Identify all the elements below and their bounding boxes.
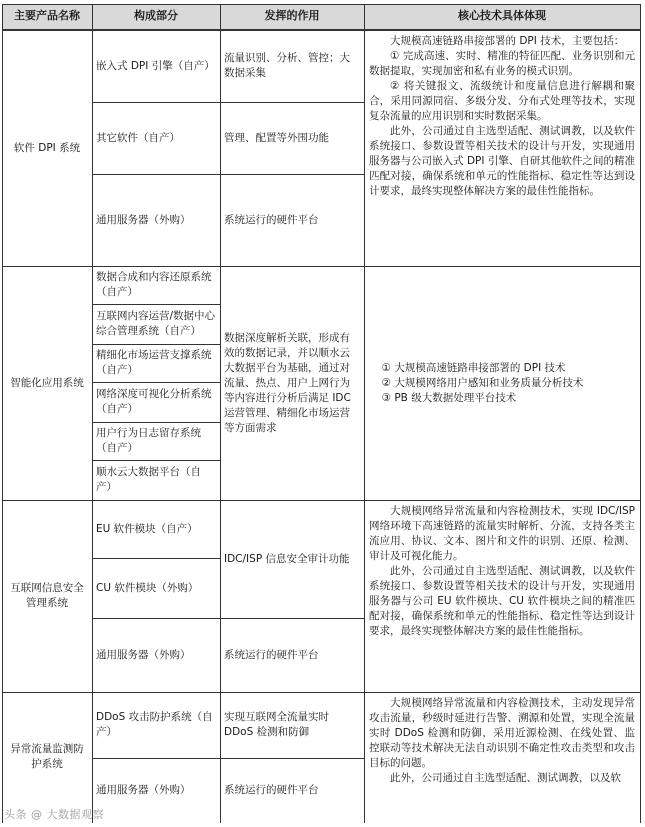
component-cell: [92, 382, 220, 422]
grid-line: [2, 266, 641, 267]
tech-cell: [364, 32, 640, 266]
header-product: 主要产品名称: [2, 4, 92, 29]
grid-line: [2, 4, 3, 823]
component-cell: [92, 558, 220, 618]
tech-paragraph: ① 大规模高速链路串接部署的 DPI 技术: [381, 361, 566, 374]
component-name: 精细化市场运营支撑系统（自产）: [96, 349, 212, 376]
grid-line: [2, 500, 641, 501]
role-cell: [220, 266, 364, 500]
component-name: 数据合成和内容还原系统（自产）: [96, 271, 212, 298]
component-cell: [92, 422, 220, 460]
role-text: 管理、配置等外围功能: [224, 131, 329, 144]
role-cell: [220, 102, 364, 174]
role-text: 流量识别、分析、管控；大数据采集: [224, 52, 350, 79]
component-name: 互联网内容运营/数据中心综合管理系统（自产）: [96, 310, 216, 337]
tech-paragraph: 此外，公司通过自主选型适配、测试调教，以及软件系统接口、参数设置等相关技术的设计与开发，实现通用服务器与公司嵌入式 DPI 引擎、自研其他软件之间的精准匹配对接，确保系统和单元的性能指标、稳定性等达到设计要求，最终实现整体解决方案的最佳性能指标。: [369, 125, 635, 197]
component-cell: [92, 500, 220, 558]
header-components: 构成部分: [92, 4, 220, 29]
role-cell: [220, 758, 364, 822]
grid-line: [364, 4, 365, 823]
grid-line: [92, 382, 220, 383]
tech-paragraph: 大规模高速链路串接部署的 DPI 技术，主要包括：: [390, 35, 625, 47]
grid-line: [92, 758, 364, 759]
tech-paragraph: ② 将关键报文、流级统计和度量信息进行解耦和聚合，采用同源同宿、多级分发、分布式处理等技术，实现复杂流量的应用识别和实时数据采集。: [369, 80, 635, 122]
component-name: 通用服务器（外购）: [96, 783, 191, 796]
component-cell: [92, 304, 220, 344]
component-name: 其它软件（自产）: [96, 131, 180, 144]
grid-line: [220, 4, 221, 823]
component-name: 网络深度可视化分析系统（自产）: [96, 388, 212, 415]
tech-paragraph: 此外，公司通过自主选型适配、测试调教，以及软: [390, 772, 621, 784]
tech-cell: [364, 502, 640, 692]
component-cell: [92, 618, 220, 692]
grid-line: [92, 4, 93, 823]
component-cell: [92, 102, 220, 174]
header-role: 发挥的作用: [220, 4, 364, 29]
grid-line: [92, 618, 364, 619]
role-cell: [220, 618, 364, 692]
watermark-logo: 头条 @ 大数据观察: [4, 808, 104, 821]
component-name: DDoS 攻击防护系统（自产）: [96, 711, 213, 738]
role-cell: [220, 500, 364, 618]
component-cell: [92, 344, 220, 382]
role-cell: [220, 692, 364, 758]
grid-line: [92, 174, 364, 175]
tech-paragraph: 大规模网络异常流量和内容检测技术，实现 IDC/ISP 网络环境下高速链路的流量实时解析、分流，支持各类主流应用、协议、文本、图片和文件的识别、还原、检测、审计及可视化能力。: [369, 505, 635, 562]
component-name: 顺水云大数据平台（自产）: [96, 466, 201, 493]
grid-line: [2, 4, 641, 5]
product-name: 互联网信息安全管理系统: [10, 582, 84, 609]
grid-line: [2, 692, 641, 693]
product-name: 智能化应用系统: [10, 376, 84, 389]
role-cell: [220, 30, 364, 102]
tech-cell: [364, 694, 640, 822]
component-name: CU 软件模块（外购）: [96, 581, 199, 594]
tech-paragraph: ② 大规模网络用户感知和业务质量分析技术: [381, 376, 584, 389]
role-text: IDC/ISP 信息安全审计功能: [224, 552, 350, 565]
component-cell: [92, 30, 220, 102]
component-name: 用户行为日志留存系统（自产）: [96, 427, 201, 454]
role-text: 系统运行的硬件平台: [224, 783, 319, 796]
tech-paragraph: 此外，公司通过自主选型适配、测试调教，以及软件系统接口、参数设置等相关技术的设计与开发，实现通用服务器与公司 EU 软件模块、CU 软件模块之间的精准匹配对接，确保系统和单元的性能指标、稳定性等达到设计要求，最终实现整体解决方案的最佳性能指标。: [369, 565, 635, 637]
product-name: 异常流量监测防护系统: [10, 743, 84, 770]
grid-line: [92, 344, 220, 345]
tech-cell: [364, 266, 640, 500]
role-text: 系统运行的硬件平台: [224, 213, 319, 226]
role-text: 实现互联网全流量实时 DDoS 检测和防御: [224, 711, 329, 738]
grid-line: [2, 29, 641, 31]
tech-paragraph: 大规模网络异常流量和内容检测技术，主动发现异常攻击流量，秒级时延进行告警、溯源和处置，实现全流量实时 DDoS 检测和防御，采用近源检测、在线处置、监控联动等技术解决无法自动识别不确定性攻击类型和攻击目标的问题。: [369, 697, 635, 769]
role-cell: [220, 174, 364, 266]
grid-line: [92, 558, 220, 559]
tech-paragraph: ① 完成高速、实时、精准的特征匹配、业务识别和元数据提取，实现加密和私有业务的模式识别。: [369, 50, 635, 77]
component-name: EU 软件模块（自产）: [96, 522, 198, 535]
product-name: 软件 DPI 系统: [13, 141, 81, 154]
grid-line: [92, 422, 220, 423]
role-text: 系统运行的硬件平台: [224, 648, 319, 661]
grid-line: [92, 304, 220, 305]
component-cell: [92, 460, 220, 500]
component-name: 嵌入式 DPI 引擎（自产）: [96, 59, 215, 72]
grid-line: [640, 4, 641, 823]
tech-paragraph: ③ PB 级大数据处理平台技术: [381, 391, 517, 404]
component-cell: [92, 266, 220, 304]
component-name: 通用服务器（外购）: [96, 213, 191, 226]
role-text: 数据深度解析关联，形成有效的数据记录，并以顺水云大数据平台为基础，通过对流量、热点、用户上网行为等内容进行分析后满足 IDC 运营管理、精细化市场运营等方面需求: [224, 331, 351, 434]
component-cell: [92, 174, 220, 266]
component-cell: [92, 692, 220, 758]
component-cell: [92, 758, 220, 822]
grid-line: [92, 460, 220, 461]
grid-line: [92, 102, 364, 103]
header-tech: 核心技术具体体现: [364, 4, 640, 29]
component-name: 通用服务器（外购）: [96, 648, 191, 661]
